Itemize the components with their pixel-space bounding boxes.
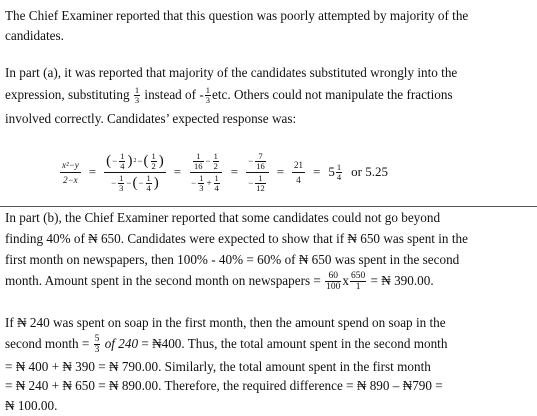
para1-line1: The Chief Examiner reported that this question was poorly attempted by majority of the: [5, 8, 469, 23]
fraction-60-100: $\frac{60}{100}$: [326, 271, 341, 293]
para2-line2-text-a: expression, substituting: [5, 87, 130, 102]
frac-num: 1: [205, 85, 210, 96]
step3-numerator: − $\frac{7}{16}$: [246, 152, 269, 173]
equals-sign: =: [313, 164, 321, 179]
step2-fraction: [189, 152, 223, 193]
fraction-one-third: [134, 86, 140, 105]
para2-line2-text-c: etc. Others could not manipulate the fractions: [211, 87, 453, 102]
equals-sign: =: [276, 164, 285, 179]
step4-fraction: [292, 159, 305, 186]
para4-line1: If ₦ 240 was spent on soap in the first month, then the amount spend on soap in the: [5, 315, 446, 330]
of-240: of 240: [104, 336, 139, 351]
para3-line2: finding 40% of ₦ 650. Candidates were expected to show that if ₦ 650 was spent in the: [5, 231, 468, 246]
step1-fraction: [104, 152, 166, 193]
step2-numerator: $\frac{1}{16}$ − $\frac{1}{2}$: [190, 152, 222, 173]
para4-line4: = ₦ 240 + ₦ 650 = ₦ 890.00. Therefore, the required difference = ₦ 890 – ₦790 =: [5, 378, 443, 393]
equals-sign: =: [88, 164, 97, 179]
frac-num: 1: [134, 85, 140, 96]
para2-line3: involved correctly. Candidates’ expected response was:: [5, 111, 297, 126]
step1-denominator: − $\frac{1}{3}$ − ( − $\frac{1}{4}$ ): [111, 172, 159, 193]
equals-sign: =: [173, 164, 182, 179]
step5-alt: or 5.25: [351, 164, 388, 179]
step5-whole: 5: [328, 164, 335, 179]
fraction-650-1: $\frac{650}{1}$: [350, 271, 366, 293]
para1-line2: candidates.: [5, 28, 64, 43]
lhs-denominator: 2−x: [63, 174, 78, 185]
step4-numerator: 21: [292, 159, 305, 173]
para2-line1: In part (a), it was reported that majority of the candidates substituted wrongly into the: [5, 65, 458, 80]
para2-line2: [5, 84, 453, 105]
times-sign: x: [342, 273, 349, 288]
para3-line3: first month on newspapers, then 100% - 40% = 60% of ₦ 650 was spent in the second: [5, 252, 460, 267]
fraction-5-3: $\frac{5}{3}$: [94, 334, 100, 356]
frac-den: 3: [134, 95, 140, 106]
equals-sign: =: [230, 164, 239, 179]
para4-line3: = ₦ 400 + ₦ 390 = ₦ 790.00. Similarly, the total amount spent in the first month: [5, 359, 431, 374]
lhs-numerator: x²−y: [60, 159, 81, 173]
para3-line4-text-a: month. Amount spent in the second month on newspapers =: [5, 273, 321, 288]
para4-line2: [5, 333, 447, 355]
para3-line4: [5, 270, 434, 292]
para4-line2-text-a: second month =: [5, 336, 90, 351]
para3-line4-text-b: = ₦ 390.00.: [370, 273, 434, 288]
step5-mixed-number: 5 $\frac{1}{4}$: [328, 161, 342, 182]
step3-denominator: − $\frac{1}{12}$: [248, 172, 265, 193]
step1-numerator: ( − $\frac{1}{4}$ ) 2 − ( $\frac{1}{2}$ ): [106, 150, 164, 171]
fraction-neg-one-third: [205, 86, 211, 105]
para4-line5: ₦ 100.00.: [5, 398, 58, 413]
step2-denominator: − $\frac{1}{3}$ + $\frac{1}{4}$: [191, 172, 219, 193]
lhs-fraction: [60, 159, 81, 186]
step3-fraction: [246, 152, 269, 193]
para2-line2-text-b: instead of -: [144, 87, 204, 102]
math-derivation: [60, 147, 388, 197]
frac-den: 3: [205, 95, 210, 106]
para4-line2-text-b: = ₦400. Thus, the total amount spent in the second month: [141, 336, 448, 351]
para3-line1: In part (b), the Chief Examiner reported that some candidates could not go beyond: [5, 210, 441, 225]
step4-denominator: 4: [296, 174, 301, 185]
